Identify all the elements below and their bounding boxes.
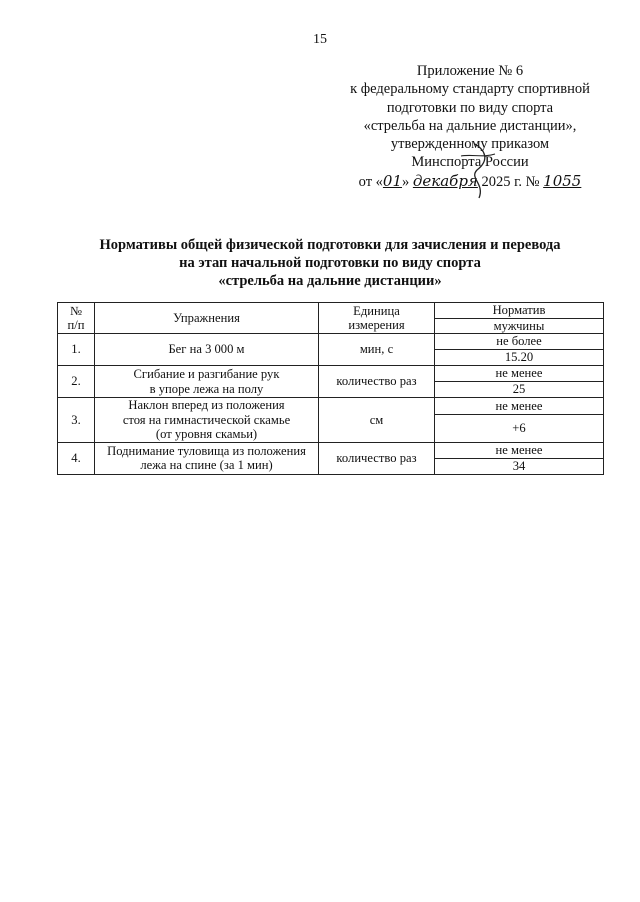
row-unit: мин, с	[319, 334, 435, 366]
date-prefix: от «	[358, 173, 383, 190]
page-number: 15	[313, 32, 327, 47]
row-exercise: Наклон вперед из положения стоя на гимнастической скамье (от уровня скамьи)	[95, 398, 319, 443]
table-row	[58, 398, 604, 415]
row-exercise: Бег на 3 000 м	[95, 334, 319, 366]
year-text: 2025 г. №	[481, 173, 540, 190]
row-unit: количество раз	[319, 442, 435, 474]
row-condition: не менее	[435, 366, 604, 382]
row-number: 3.	[58, 398, 95, 443]
header-norm: Норматив	[435, 303, 604, 319]
row-condition: не менее	[435, 398, 604, 415]
date-mid: »	[402, 173, 410, 190]
handwritten-month: декабря	[412, 171, 478, 190]
row-value: +6	[435, 414, 604, 442]
row-condition: не менее	[435, 442, 604, 458]
handwritten-order-number: 1055	[543, 171, 582, 190]
row-value: 34	[435, 458, 604, 474]
row-condition: не более	[435, 334, 604, 350]
table-row	[58, 442, 604, 458]
table-row	[58, 366, 604, 382]
header-unit: Единица измерения	[319, 303, 435, 334]
header-exercise: Упражнения	[95, 303, 319, 334]
table-header-row	[58, 303, 604, 319]
row-number: 1.	[58, 334, 95, 366]
header-gender: мужчины	[435, 318, 604, 334]
standards-table	[57, 302, 604, 475]
row-value: 15.20	[435, 350, 604, 366]
header-line: Минспорта России	[411, 154, 529, 171]
row-unit: см	[319, 398, 435, 443]
document-title	[60, 236, 600, 290]
header-line: к федеральному стандарту спортивной	[350, 81, 590, 98]
header-line: утвержденному приказом	[390, 136, 550, 153]
title-line: на этап начальной подготовки по виду спорта	[179, 255, 481, 271]
header-number: № п/п	[58, 303, 95, 334]
row-number: 2.	[58, 366, 95, 398]
table-row	[58, 334, 604, 350]
row-value: 25	[435, 382, 604, 398]
row-exercise: Сгибание и разгибание рук в упоре лежа на полу	[95, 366, 319, 398]
handwritten-day: 01	[382, 171, 403, 190]
row-exercise: Поднимание туловища из положения лежа на спине (за 1 мин)	[95, 442, 319, 474]
header-line: «стрельба на дальние дистанции»,	[363, 117, 577, 134]
row-number: 4.	[58, 442, 95, 474]
title-line: «стрельба на дальние дистанции»	[218, 273, 442, 289]
title-line: Нормативы общей физической подготовки для зачисления и перевода	[99, 237, 561, 253]
header-line: подготовки по виду спорта	[386, 99, 554, 116]
signature-mark	[455, 140, 515, 200]
header-line: Приложение № 6	[416, 63, 524, 79]
row-unit: количество раз	[319, 366, 435, 398]
